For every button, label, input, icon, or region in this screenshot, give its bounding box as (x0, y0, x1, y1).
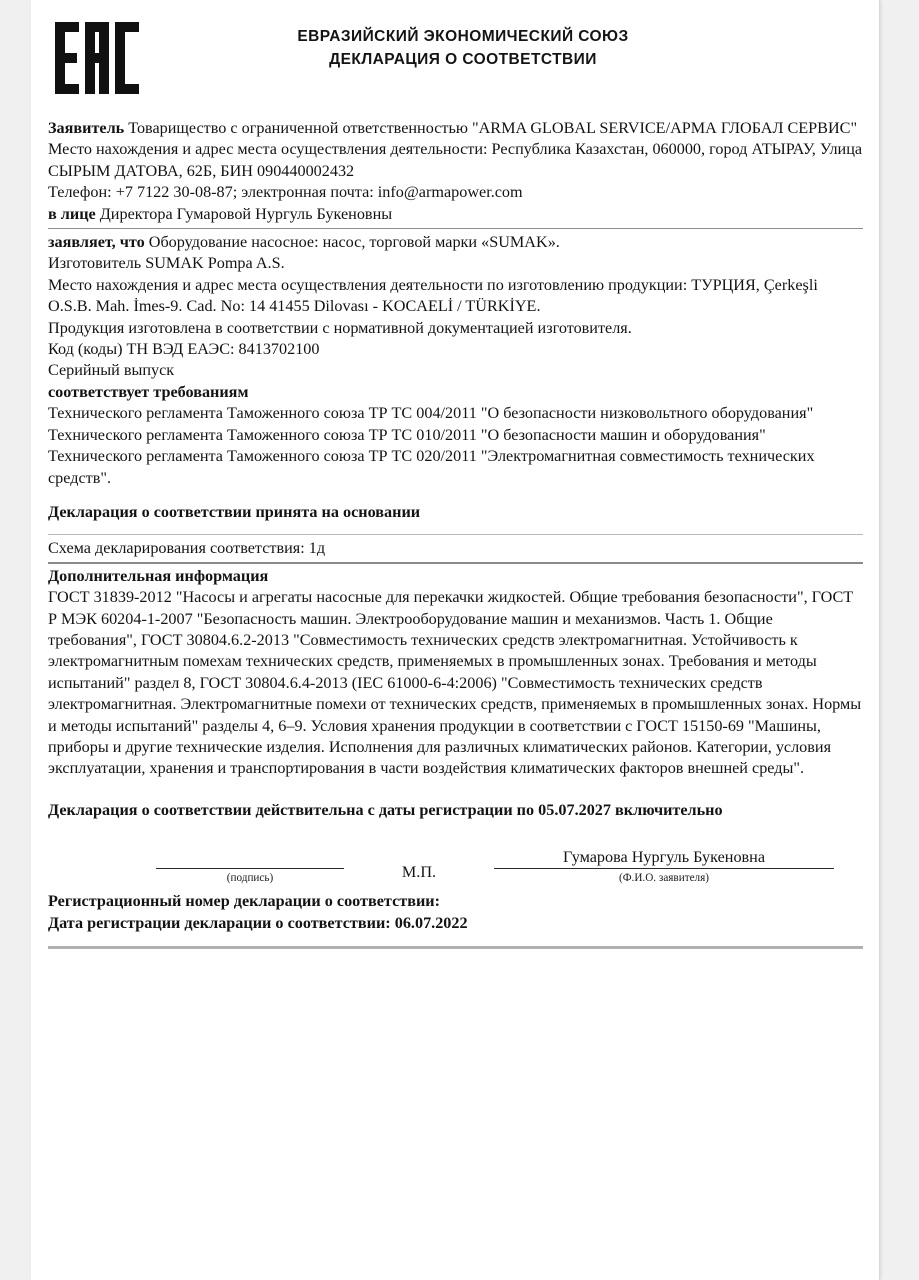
applicant-name-caption: (Ф.И.О. заявителя) (618, 872, 710, 885)
represented-by: Директора Гумаровой Нургуль Букеновны (95, 204, 393, 223)
eac-conformity-mark-icon (48, 18, 151, 94)
applicant-address: Место нахождения и адрес места осуществления деятельности: Республика Казахстан, 060000, город АТЫРАУ, Улица СЫРЫМ ДАТОВА, 62Б, БИН 090440002432 (48, 140, 863, 180)
signature-block (48, 847, 863, 885)
additional-info-heading: Дополнительная информация (48, 566, 269, 585)
normative-documentation: Продукция изготовлена в соответствии с нормативной документацией изготовителя. (48, 318, 632, 337)
regulation-item: Технического регламента Таможенного союза ТР ТС 004/2011 "О безопасности низковольтного оборудования" (48, 404, 814, 423)
registration-date-value: 06.07.2022 (390, 913, 468, 932)
declares-label: заявляет, что (48, 233, 145, 252)
manufacturer-address: Место нахождения и адрес места осуществления деятельности по изготовлению продукции: ТУРЦИЯ, Çerkeşli O.S.B. Mah. İmes-9. Cad. No: 14 41455 Dilovası - KOCAELİ / TÜRKİYE. (48, 275, 818, 316)
document-page (31, 0, 880, 1280)
document-body (48, 96, 863, 949)
signature-field[interactable] (156, 867, 344, 885)
manufacturer: Изготовитель SUMAK Pompa A.S. (48, 254, 285, 273)
applicant-line (48, 118, 863, 139)
validity-statement: Декларация о соответствии действительна с даты регистрации по 05.07.2027 включительно (48, 800, 723, 819)
registration-date-label: Дата регистрации декларации о соответствии: (48, 913, 391, 932)
signature-line (156, 867, 344, 869)
regulation-item: Технического регламента Таможенного союза ТР ТС 010/2011 "О безопасности машин и оборудования" (48, 425, 766, 444)
production-type: Серийный выпуск (48, 361, 175, 380)
registration-number-line (48, 891, 863, 913)
regulation-item: Технического регламента Таможенного союза ТР ТС 020/2011 "Электромагнитная совместимость технических средств". (48, 447, 815, 487)
signature-caption: (подпись) (226, 872, 274, 885)
document-title-block (151, 18, 863, 71)
basis-heading: Декларация о соответствии принята на основании (48, 502, 421, 521)
registration-number-label: Регистрационный номер декларации о соответствии: (48, 892, 441, 911)
tn-ved-code: Код (коды) ТН ВЭД ЕАЭС: 8413702100 (48, 340, 320, 359)
conformity-heading: соответствует требованиям (48, 382, 249, 401)
applicant-name-field (494, 847, 834, 885)
applicant-representative-line (48, 204, 863, 225)
header-line-2: ДЕКЛАРАЦИЯ О СООТВЕТСТВИИ (329, 51, 597, 68)
section-divider-basis (48, 534, 863, 535)
registration-date-line (48, 913, 863, 935)
section-divider-applicant (48, 228, 863, 229)
declares-line (48, 232, 863, 253)
document-footer-divider (48, 946, 863, 949)
section-divider-additional-info (48, 562, 863, 564)
header-line-1: ЕВРАЗИЙСКИЙ ЭКОНОМИЧЕСКИЙ СОЮЗ (297, 28, 629, 45)
document-header (48, 0, 863, 96)
registration-block (48, 891, 863, 934)
product-description: Оборудование насосное: насос, торговой марки «SUMAK». (144, 233, 560, 252)
declaration-scheme: Схема декларирования соответствия: 1д (48, 539, 326, 558)
applicant-contacts: Телефон: +7 7122 30-08-87; электронная почта: info@armapower.com (48, 183, 523, 202)
represented-label: в лице (48, 204, 96, 223)
stamp-placeholder: М.П. (401, 863, 437, 882)
applicant-label: Заявитель (48, 119, 125, 137)
additional-info-text: ГОСТ 31839-2012 "Насосы и агрегаты насосные для перекачки жидкостей. Общие требования безопасности", ГОСТ Р МЭК 60204-1-2007 "Безопасность машин. Электрооборудование машин и механизмов. Часть 1. Общие требования", ГОСТ 30804.6.2-2013 "Совместимость технических средств электромагнитная. Устойчивость к электромагнитным помехам технических средств, применяемых в промышленных зонах. Требования и методы испытаний" раздел 8, ГОСТ 30804.6.4-2013 (IEC 61000-6-4:2006) "Совместимость технических средств электромагнитная. Электромагнитные помехи от технических средств, применяемых в промышленных зонах. Нормы и методы испытаний" разделы 4, 6–9. Условия хранения продукции в соответствии с ГОСТ 15150-69 "Машины, приборы и другие технические изделия. Исполнения для различных климатических районов. Категории, условия эксплуатации, хранения и транспортирования в части воздействия климатических факторов внешней среды". (48, 588, 862, 778)
applicant-full-name: Гумарова Нургуль Букеновна (562, 848, 766, 867)
applicant-name: Товарищество с ограниченной ответственностью "ARMA GLOBAL SERVICE/АРМА ГЛОБАЛ СЕРВИС" (124, 119, 858, 137)
applicant-name-line (494, 867, 834, 869)
